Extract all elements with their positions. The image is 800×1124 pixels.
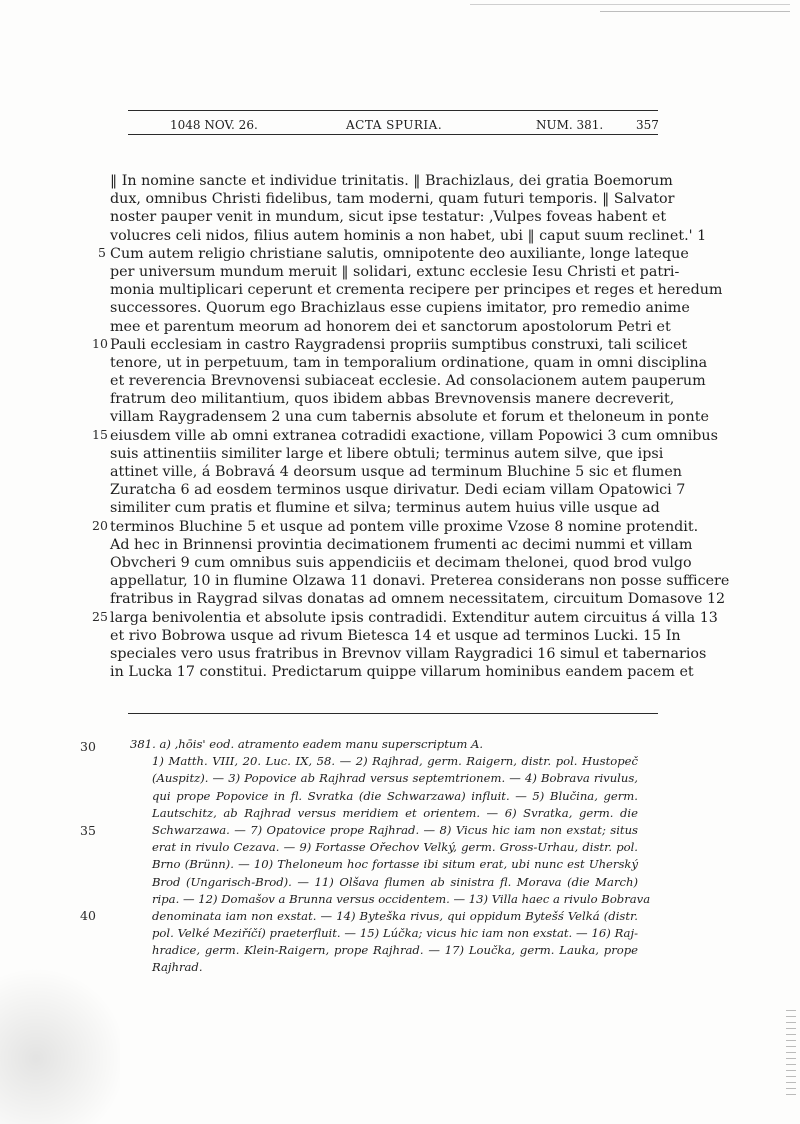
line-number: 35 xyxy=(80,823,96,838)
text-line: attinet ville, á Bobravá 4 deorsum usque ad terminum Bluchine 5 sic et flumen xyxy=(110,464,682,480)
header-rule xyxy=(128,134,658,135)
scan-artifact-line xyxy=(600,11,790,12)
footnote-line: denominata iam non exstat. — 14) Byteška rivus, qui oppidum Bytešś Velká (distr. xyxy=(152,908,638,923)
footnote-line: (Auspitz). — 3) Popovice ab Rajhrad versus septemtrionem. — 4) Bobrava rivulus, xyxy=(152,771,638,786)
text-line: suis attinentiis similiter large et libere obtuli; terminus autem silve, que ipsi xyxy=(110,445,664,462)
text-line: in Lucka 17 constitui. Predictarum quippe villarum hominibus eandem pacem et xyxy=(110,664,694,681)
footnote-line: pol. Velké Meziříčí) praeterfluit. — 15) Lúčka; vicus hic iam non exstat. — 16) Raj- xyxy=(152,926,638,941)
text-line: mee et parentum meorum ad honorem dei et sanctorum apostolorum Petri et xyxy=(110,318,671,335)
footnote-line: Lautschitz, ab Rajhrad versus meridiem et orientem. — 6) Svratka, germ. die xyxy=(152,805,638,820)
text-line: fratribus in Raygrad silvas donatas ad omnem necessitatem, circuitum Domasove 12 xyxy=(110,591,726,608)
text-line: et rivo Bobrowa usque ad rivum Bietesca 14 et usque ad terminos Lucki. 15 In xyxy=(110,627,681,644)
scan-artifact-smudge xyxy=(0,960,120,1124)
running-head-title: ACTA SPURIA. xyxy=(346,118,443,132)
line-number: 25 xyxy=(92,609,108,624)
text-line: Obvcheri 9 cum omnibus suis appendiciis et decimam thelonei, quod brod vulgo xyxy=(110,554,692,571)
text-line: Zuratcha 6 ad eosdem terminos usque dirivatur. Dedi eciam villam Opatowici 7 xyxy=(110,482,686,499)
text-line: noster pauper venit in mundum, sicut ipse testatur: ,Vulpes foveas habent et xyxy=(110,209,667,226)
text-line: per universum mundum meruit ‖ solidari, extunc ecclesie Iesu Christi et patri- xyxy=(110,263,680,280)
running-head-date: 1048 NOV. 26. xyxy=(170,118,258,132)
footnote-line: hradice, germ. Klein-Raigern, prope Rajhrad. — 17) Loučka, germ. Lauka, prope xyxy=(152,943,638,958)
text-line: monia multiplicari ceperunt et crementa recipere per principes et reges et heredum xyxy=(110,282,723,299)
text-line: terminos Bluchine 5 et usque ad pontem ville proxime Vzose 8 nomine protendit. xyxy=(110,518,699,535)
text-line: appellatur, 10 in flumine Olzawa 11 donavi. Preterea considerans non posse sufficere xyxy=(110,573,730,590)
footnote-line: 1) Matth. VIII, 20. Luc. IX, 58. — 2) Rajhrad, germ. Raigern, distr. pol. Hustopeč xyxy=(152,754,638,769)
text-line: volucres celi nidos, filius autem hominis a non habet, ubi ‖ caput suum reclinet.' 1 xyxy=(110,227,707,244)
text-line: similiter cum pratis et flumine et silva; terminus autem huius ville usque ad xyxy=(110,500,660,517)
text-line: Pauli ecclesiam in castro Raygradensi propriis sumptibus construxi, tali scilicet xyxy=(110,336,688,353)
line-number: 30 xyxy=(80,739,96,754)
line-number: 15 xyxy=(92,427,108,442)
running-head xyxy=(128,116,658,134)
text-line: successores. Quorum ego Brachizlaus esse cupiens imitator, pro remedio anime xyxy=(110,300,690,317)
footnote-line: qui prope Popovice in fl. Svratka (die Schwarzawa) influit. — 5) Blučina, germ. xyxy=(152,788,638,803)
footnote-line: ripa. — 12) Domašov a Brunna versus occidentem. — 13) Villa haec a rivulo Bobrava xyxy=(152,891,651,906)
footnote-line: Schwarzawa. — 7) Opatovice prope Rajhrad. — 8) Vicus hic iam non exstat; situs xyxy=(152,822,638,837)
text-line: Cum autem religio christiane salutis, omnipotente deo auxiliante, longe lateque xyxy=(110,245,689,262)
footnote-line: Brod (Ungarisch-Brod). — 11) Olšava flumen ab sinistra fl. Morava (die March) xyxy=(152,874,638,889)
scan-artifact-line xyxy=(470,4,790,5)
header-rule xyxy=(128,110,658,111)
text-line: et reverencia Brevnovensi subiaceat ecclesie. Ad consolacionem autem pauperum xyxy=(110,373,706,390)
running-head-number: NUM. 381. xyxy=(536,118,604,132)
footnote-line: Brno (Brünn). — 10) Theloneum hoc fortasse ibi situm erat, ubi nunc est Uherský xyxy=(152,857,638,872)
line-number: 5 xyxy=(98,245,106,260)
text-line: eiusdem ville ab omni extranea cotradidi exactione, villam Popowici 3 cum omnibus xyxy=(110,427,718,444)
line-number: 10 xyxy=(92,336,108,351)
page-number: 357 xyxy=(636,118,659,132)
text-line: larga benivolentia et absolute ipsis contradidi. Extenditur autem circuitus á villa 13 xyxy=(110,609,718,626)
text-line: Ad hec in Brinnensi provintia decimationem frumenti ac decimi nummi et villam xyxy=(110,536,693,553)
footnote-rule xyxy=(128,713,658,714)
footnotes xyxy=(116,736,651,977)
text-line: fratrum deo militantium, quos ibidem abbas Brevnovensis manere decreverit, xyxy=(110,391,675,408)
footnote-line: 381. a) ,hōis' eod. atramento eadem manu superscriptum A. xyxy=(130,737,484,751)
line-number: 40 xyxy=(80,908,96,923)
scan-artifact-edge xyxy=(786,1010,796,1100)
text-line: tenore, ut in perpetuum, tam in temporalium ordinatione, quam in omni disciplina xyxy=(110,354,708,371)
text-line: ‖ In nomine sancte et individue trinitatis. ‖ Brachizlaus, dei gratia Boemorum xyxy=(110,173,673,189)
footnote-line: erat in rivulo Cezava. — 9) Fortasse Ořechov Velký, germ. Gross-Urhau, distr. pol. xyxy=(152,840,638,855)
text-line: speciales vero usus fratribus in Brevnov villam Raygradici 16 simul et tabernarios xyxy=(110,645,707,662)
text-line: dux, omnibus Christi fidelibus, tam moderni, quam futuri temporis. ‖ Salvator xyxy=(110,191,675,208)
text-line: villam Raygradensem 2 una cum tabernis absolute et forum et theloneum in ponte xyxy=(110,409,709,426)
charter-text xyxy=(110,172,730,681)
footnote-line: Rajhrad. xyxy=(152,960,203,975)
line-number: 20 xyxy=(92,518,108,533)
